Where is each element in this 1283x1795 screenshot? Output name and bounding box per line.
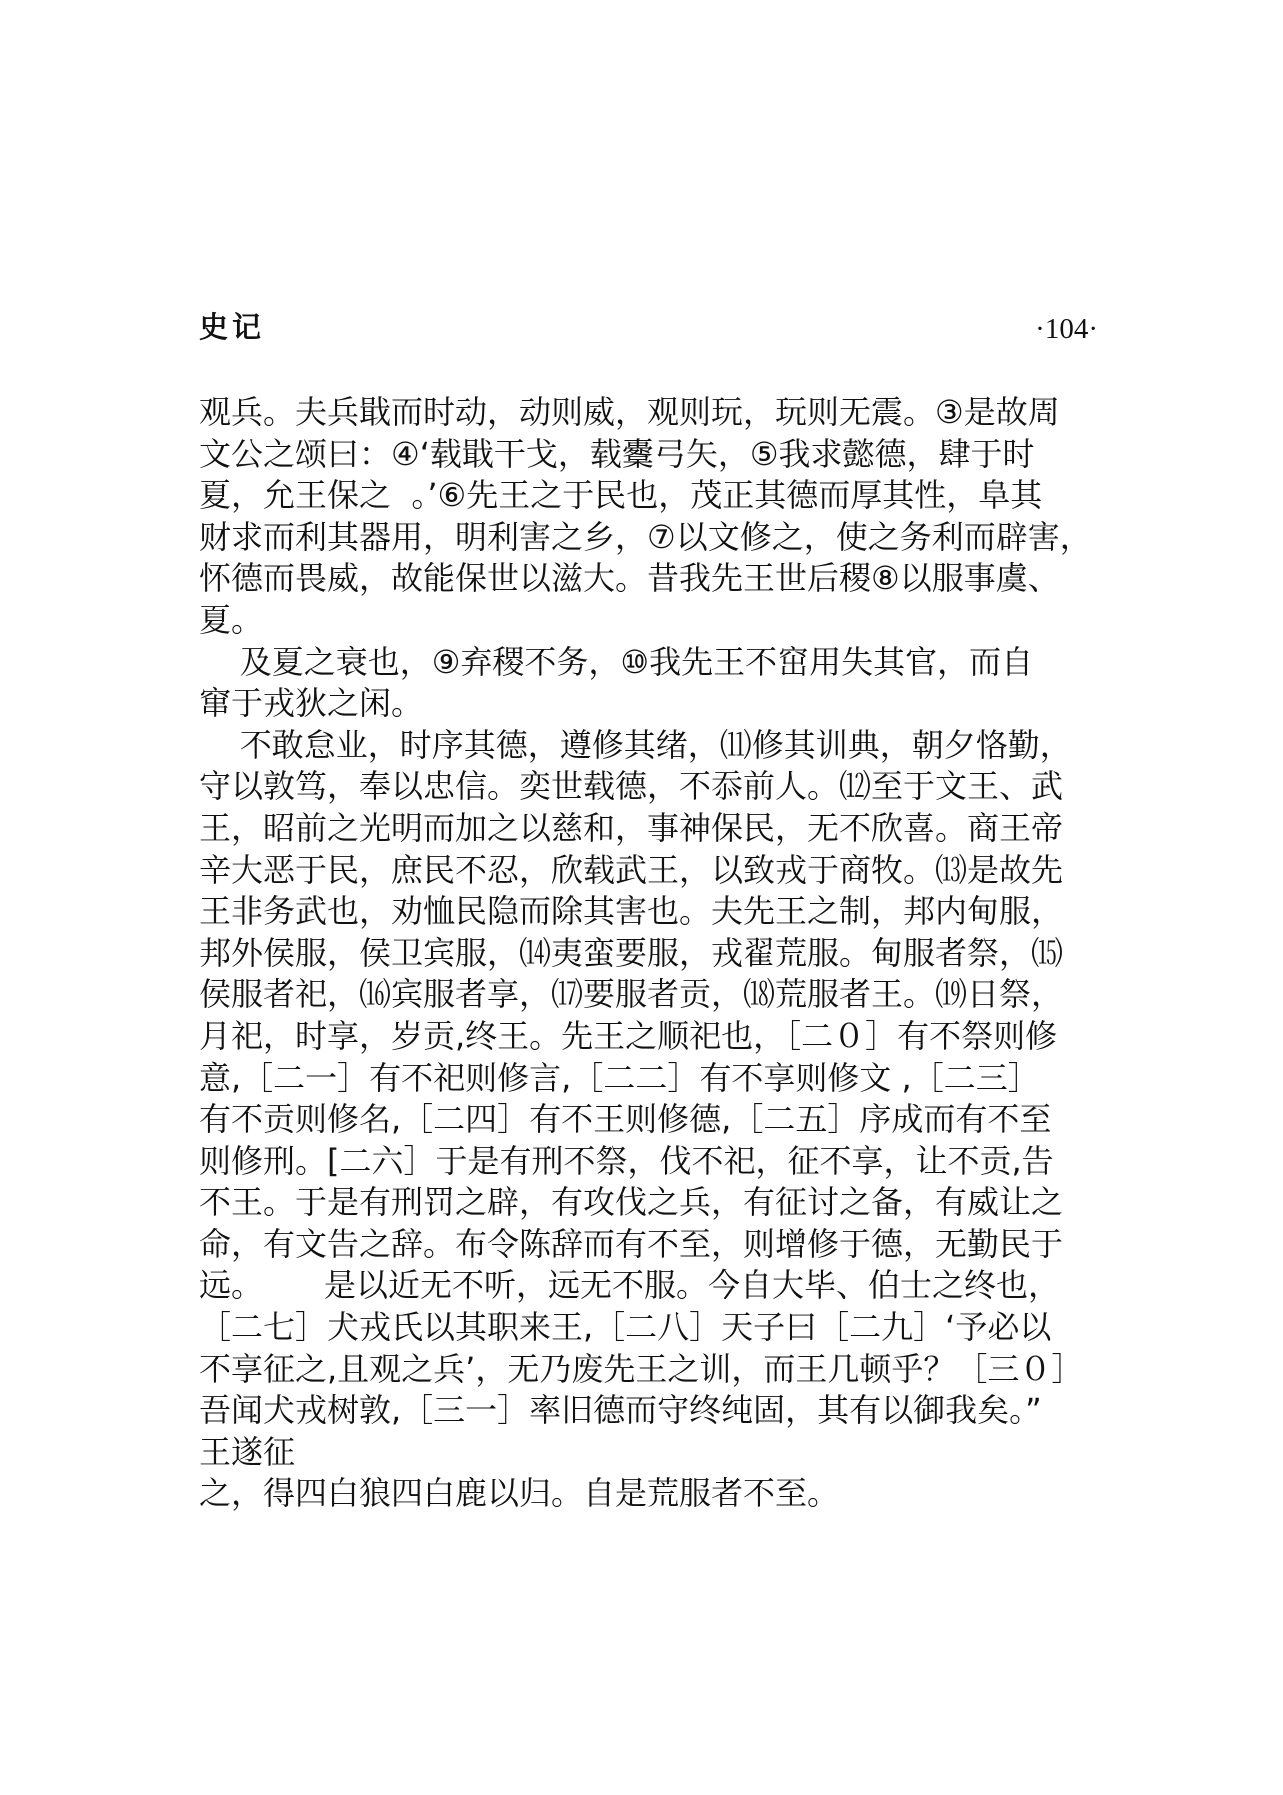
text-line: 吾闻犬戎树敦,［三一］率旧德而守终纯固，其有以御我矣。” xyxy=(199,1391,1042,1430)
running-title: 史记 xyxy=(199,310,266,344)
text-line: 观兵。夫兵戢而时动，动则威，观则玩，玩则无震。③是故周 xyxy=(199,393,1060,431)
text-line: 不享征之,且观之兵’，无乃废先王之训，而王几顿乎？［三０］ xyxy=(199,1349,1084,1388)
text-line: 怀德而畏威，故能保世以滋大。昔我先王世后稷⑧以服事虞、 xyxy=(199,559,1060,598)
text-line: 则修刑。[二六］于是有刑不祭，伐不祀，征不享，让不贡,告 xyxy=(199,1141,1054,1180)
text-line: ［二七］犬戎氏以其职来王,［二八］天子曰［二九］‘予必以 xyxy=(199,1308,1052,1347)
text-line: 守以敦笃，奉以忠信。奕世载德，不忝前人。⑿至于文王、武 xyxy=(199,767,1064,806)
text-line: 窜于戎狄之闲。 xyxy=(199,684,424,723)
text-line: 夏，允王保之 。’⑥先王之于民也，茂正其德而厚其性，阜其 xyxy=(199,476,1043,515)
body-text xyxy=(199,392,1119,1515)
text-line: 文公之颂曰：④‘载戢干戈，载櫜弓矢，⑤我求懿德，肆于时 xyxy=(199,434,1035,473)
text-line: 有不贡则修名,［二四］有不王则修德,［二五］序成而有不至 xyxy=(199,1100,1052,1139)
text-line: 财求而利其器用，明利害之乡，⑦以文修之，使之务利而辟害， xyxy=(199,517,1092,556)
text-line: 王，昭前之光明而加之以慈和，事神保民，无不欣喜。商王帝 xyxy=(199,808,1064,847)
page-number: ·104· xyxy=(1035,313,1098,345)
text-line: 夏。 xyxy=(199,600,264,639)
text-line: 王非务武也，劝恤民隐而除其害也。夫先王之制，邦内甸服， xyxy=(199,892,1064,931)
text-line: 月祀，时享，岁贡,终王。先王之顺祀也，［二０］有不祭则修 xyxy=(199,1016,1058,1055)
text-line: 邦外侯服，侯卫宾服，⒁夷蛮要服，戎翟荒服。甸服者祭，⒂ xyxy=(199,933,1064,972)
text-line: 不敢怠业，时序其德，遵修其绪，⑾修其训典，朝夕恪勤， xyxy=(199,725,1072,764)
text-line: 远。 是以近无不听，远无不服。今自大毕、伯士之终也， xyxy=(199,1266,1061,1305)
text-line: 不王。于是有刑罚之辟，有攻伐之兵，有征讨之备，有威让之 xyxy=(199,1183,1064,1222)
text-line: 辛大恶于民，庶民不忍，欣载武王，以致戎于商牧。⒀是故先 xyxy=(199,850,1064,889)
text-line: 王遂征 xyxy=(199,1432,296,1471)
text-line: 之，得四白狼四白鹿以归。自是荒服者不至。 xyxy=(199,1474,840,1513)
text-line: 意,［二一］有不祀则修言,［二二］有不享则修文 ,［二三］ xyxy=(199,1058,1040,1097)
text-line: 命，有文告之辞。布令陈辞而有不至，则增修于德，无勤民于 xyxy=(199,1224,1064,1263)
text-line: 侯服者祀，⒃宾服者享，⒄要服者贡，⒅荒服者王。⒆日祭， xyxy=(199,975,1064,1014)
text-line: 及夏之衰也，⑨弃稷不务，⑩我先王不窋用失其官，而自 xyxy=(199,642,1034,681)
